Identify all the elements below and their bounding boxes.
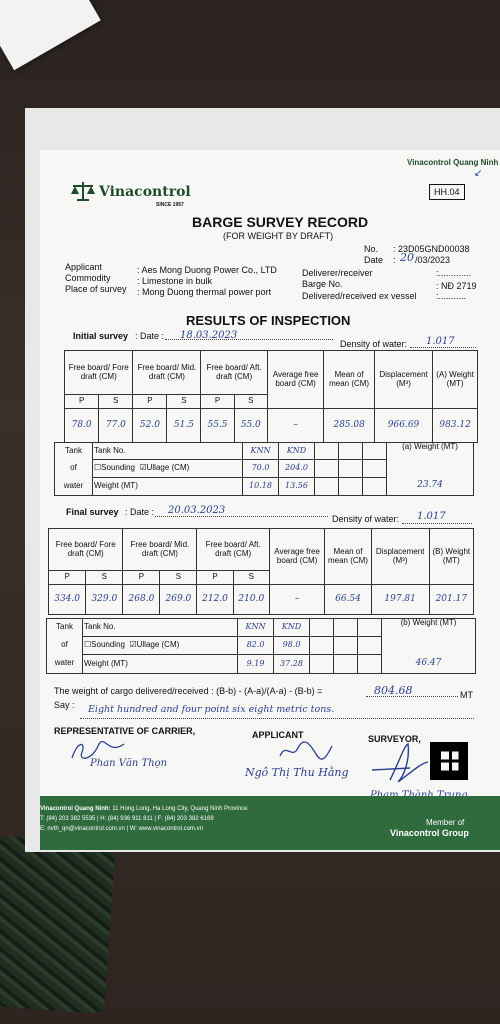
- page-subtitle: (FOR WEIGHT BY DRAFT): [223, 231, 334, 241]
- doc-date-day: 20: [400, 251, 414, 264]
- applicant-label: Applicant: [65, 262, 103, 272]
- footer-address-text: 11 Hong Long, Ha Long City, Quang Ninh Province: [112, 806, 248, 812]
- footer-member-of: Member of: [426, 818, 465, 827]
- header-p: P: [133, 395, 167, 409]
- water-label: water: [47, 654, 83, 673]
- commodity-value: : Limestone in bulk: [137, 276, 213, 286]
- applicant-name: Ngô Thị Thu Hằng: [245, 766, 349, 779]
- cargo-value: 804.68: [374, 684, 413, 697]
- tank-empty-cell: [310, 654, 334, 673]
- header-avg: Average free board (CM): [269, 529, 324, 585]
- footer-address-bold: Vinacontrol Quang Ninh:: [40, 806, 111, 812]
- tank-col-knd: KND: [279, 443, 315, 460]
- initial-density-label: Density of water:: [340, 339, 408, 349]
- tank-weight-b-label: (b) Weight (MT): [382, 619, 476, 637]
- value-cell: 329.0: [86, 585, 123, 615]
- header-s: S: [234, 395, 267, 409]
- tank-label: Tank: [55, 443, 93, 460]
- dotted-line: [410, 347, 476, 348]
- tank-col-knn: KNN: [243, 443, 279, 460]
- tank-empty-cell: [339, 460, 363, 477]
- results-heading: RESULTS OF INSPECTION: [186, 313, 351, 328]
- carrier-label: REPRESENTATIVE OF CARRIER,: [54, 726, 196, 736]
- header-s: S: [99, 395, 133, 409]
- header-s: S: [160, 571, 197, 585]
- ullage-knd: 98.0: [274, 636, 310, 654]
- scale-icon: [70, 180, 96, 202]
- header-p: P: [123, 571, 160, 585]
- applicant-value: : Aes Mong Duong Power Co., LTD: [137, 265, 277, 275]
- applicant-signature: [276, 740, 336, 764]
- value-cell: 966.69: [374, 409, 432, 443]
- final-draft-table: [48, 528, 474, 615]
- tank-empty-cell: [339, 443, 363, 460]
- doc-date-rest: /03/2023: [415, 255, 451, 265]
- deliverer-label: Deliverer/receiver: [302, 268, 373, 278]
- tank-empty-cell: [363, 460, 387, 477]
- footer-email: E: nvth_qn@vinacontrol.com.vn | W: www.vinacontrol.com.vn: [40, 826, 203, 832]
- applicant-sign-label: APPLICANT: [252, 730, 304, 740]
- doc-date-prefix: :: [393, 255, 396, 265]
- doc-no-label: No.: [364, 244, 379, 254]
- value-cell: –: [267, 409, 323, 443]
- header-displacement: Displacement (M³): [374, 351, 432, 409]
- value-cell: 51.5: [167, 409, 201, 443]
- tank-empty-cell: [363, 443, 387, 460]
- final-density-label: Density of water:: [332, 514, 400, 524]
- tank-label: Tank: [47, 619, 83, 637]
- say-label: Say :: [54, 700, 75, 710]
- tank-empty-cell: [339, 477, 363, 495]
- initial-density-value: 1.017: [426, 336, 455, 347]
- weight-knd: 13.56: [279, 477, 315, 495]
- doc-no-value: : 23D05GND00038: [393, 244, 470, 254]
- tank-empty-cell: [358, 654, 382, 673]
- logo-text: Vinacontrol: [99, 184, 191, 200]
- dotted-line: [80, 718, 474, 719]
- initial-date-label: : Date :: [135, 331, 165, 341]
- tank-empty-cell: [358, 619, 382, 637]
- value-cell: 77.0: [99, 409, 133, 443]
- carrier-name: Phan Văn Thọn: [90, 758, 168, 769]
- initial-survey-label: Initial survey: [73, 331, 129, 341]
- tank-empty-cell: [363, 477, 387, 495]
- header-s: S: [86, 571, 123, 585]
- of-label: of: [55, 460, 93, 477]
- footer-address: [40, 806, 247, 812]
- dotted-line: [155, 516, 328, 517]
- ullage-knn: 82.0: [238, 636, 274, 654]
- tank-weight-a-label: (a) Weight (MT): [387, 443, 474, 460]
- tank-no-label: Tank No.: [83, 619, 238, 637]
- tank-empty-cell: [382, 636, 476, 654]
- header-p: P: [49, 571, 86, 585]
- value-cell: 269.0: [160, 585, 197, 615]
- header-mid: Free board/ Mid. draft (CM): [133, 351, 201, 395]
- header-s: S: [167, 395, 201, 409]
- value-cell: 78.0: [65, 409, 99, 443]
- logo: [70, 180, 96, 207]
- final-date-label: : Date :: [125, 507, 155, 517]
- sounding-label: Sounding: [101, 463, 135, 473]
- logo-since: SINCE 1957: [156, 202, 184, 208]
- header-fore: Free board/ Fore draft (CM): [49, 529, 123, 571]
- final-density-value: 1.017: [417, 511, 446, 522]
- ullage-knd: 204.0: [279, 460, 315, 477]
- tank-col-knn: KNN: [238, 619, 274, 637]
- sounding-ullage: [83, 636, 238, 654]
- initial-draft-table: [64, 350, 478, 443]
- weight-label: Weight (MT): [83, 654, 238, 673]
- value-cell: 334.0: [49, 585, 86, 615]
- initial-tank-table: [54, 442, 474, 496]
- header-mid: Free board/ Mid. draft (CM): [123, 529, 197, 571]
- water-label: water: [55, 477, 93, 495]
- value-cell: 197.81: [371, 585, 429, 615]
- dotted-line: [402, 523, 472, 524]
- deliverer-value: :.............: [436, 268, 472, 278]
- tank-empty-cell: [334, 636, 358, 654]
- tank-empty-cell: [334, 654, 358, 673]
- tank-empty-cell: [358, 636, 382, 654]
- say-value: Eight hundred and four point six eight metric tons.: [88, 704, 335, 715]
- branch-name: Vinacontrol Quang Ninh: [407, 158, 499, 167]
- doc-date-label: Date: [364, 255, 384, 265]
- tank-empty-cell: [315, 460, 339, 477]
- value-cell: –: [269, 585, 324, 615]
- ullage-checkbox[interactable]: ☑: [139, 463, 147, 473]
- form-code: HH.04: [429, 184, 465, 200]
- tank-col-knd: KND: [274, 619, 310, 637]
- value-cell: 285.08: [324, 409, 375, 443]
- cargo-unit: MT: [460, 690, 473, 700]
- sounding-label: Sounding: [91, 640, 125, 650]
- delivered-label: Delivered/received ex vessel: [302, 291, 417, 301]
- commodity-label: Commodity: [65, 273, 111, 283]
- sounding-checkbox[interactable]: ☐: [94, 463, 102, 473]
- header-mean: Mean of mean (CM): [325, 529, 371, 585]
- sounding-ullage: [93, 460, 243, 477]
- weight-knn: 9.19: [238, 654, 274, 673]
- header-fore: Free board/ Fore draft (CM): [65, 351, 133, 395]
- header-mean: Mean of mean (CM): [324, 351, 375, 409]
- qr-code: [430, 742, 468, 780]
- value-cell: 983.12: [433, 409, 478, 443]
- place-label: Place of survey: [65, 284, 127, 294]
- initial-date-value: 18.03.2023: [180, 330, 238, 341]
- ullage-label: Ullage (CM): [146, 463, 190, 473]
- barge-label: Barge No.: [302, 279, 343, 289]
- ullage-knn: 70.0: [243, 460, 279, 477]
- header-displacement: Displacement (M³): [371, 529, 429, 585]
- tank-total-b: 46.47: [382, 654, 476, 673]
- weight-knd: 37.28: [274, 654, 310, 673]
- value-cell: 212.0: [197, 585, 233, 615]
- header-weight-a: (A) Weight (MT): [433, 351, 478, 409]
- final-tank-table: [46, 618, 476, 674]
- value-cell: 52.0: [133, 409, 167, 443]
- final-date-value: 20.03.2023: [168, 505, 226, 516]
- value-cell: 201.17: [429, 585, 473, 615]
- page-title: BARGE SURVEY RECORD: [192, 214, 369, 230]
- initial-values-row: [65, 409, 478, 443]
- final-values-row: [49, 585, 474, 615]
- delivered-value: :...........: [436, 291, 467, 301]
- tank-empty-cell: [315, 477, 339, 495]
- value-cell: 55.0: [234, 409, 267, 443]
- value-cell: 210.0: [233, 585, 269, 615]
- tank-empty-cell: [315, 443, 339, 460]
- ullage-label: Ullage (CM): [136, 640, 180, 650]
- place-value: : Mong Duong thermal power port: [137, 287, 272, 297]
- sounding-checkbox[interactable]: ☐: [84, 640, 92, 650]
- header-p: P: [65, 395, 99, 409]
- value-cell: 55.5: [201, 409, 234, 443]
- of-label: of: [47, 636, 83, 654]
- header-aft: Free board/ Aft. draft (CM): [201, 351, 267, 395]
- tank-empty-cell: [334, 619, 358, 637]
- tank-empty-cell: [310, 619, 334, 637]
- desk-object: [0, 836, 116, 1014]
- header-weight-b: (B) Weight (MT): [429, 529, 473, 585]
- surveyor-label: SURVEYOR,: [368, 734, 421, 744]
- header-avg: Average free board (CM): [267, 351, 323, 409]
- tank-no-label: Tank No.: [93, 443, 243, 460]
- scribble-icon: ↙: [474, 168, 483, 179]
- value-cell: 66.54: [325, 585, 371, 615]
- tank-empty-cell: [387, 460, 474, 477]
- survey-document: [40, 150, 500, 850]
- value-cell: 268.0: [123, 585, 160, 615]
- surveyor-signature: [370, 740, 430, 786]
- tank-empty-cell: [310, 636, 334, 654]
- weight-label: Weight (MT): [93, 477, 243, 495]
- header-s: S: [233, 571, 269, 585]
- header-aft: Free board/ Aft. draft (CM): [197, 529, 270, 571]
- footer-group: Vinacontrol Group: [390, 828, 469, 838]
- cargo-label: The weight of cargo delivered/received : (B-b) - (A-a)/(A-a) - (B-b) =: [54, 686, 323, 696]
- footer-phones: T: (84) 203 382 5535 | H: (84) 936 911 811 | F: (84) 203 382 6169: [40, 816, 214, 822]
- footer-bar: [40, 796, 500, 850]
- weight-knn: 10.18: [243, 477, 279, 495]
- paper-scrap: [0, 0, 101, 70]
- final-survey-label: Final survey: [66, 507, 119, 517]
- header-p: P: [201, 395, 234, 409]
- tank-total-a: 23.74: [387, 477, 474, 495]
- barge-value: : NĐ 2719: [436, 281, 477, 291]
- ullage-checkbox[interactable]: ☑: [129, 640, 137, 650]
- header-p: P: [197, 571, 233, 585]
